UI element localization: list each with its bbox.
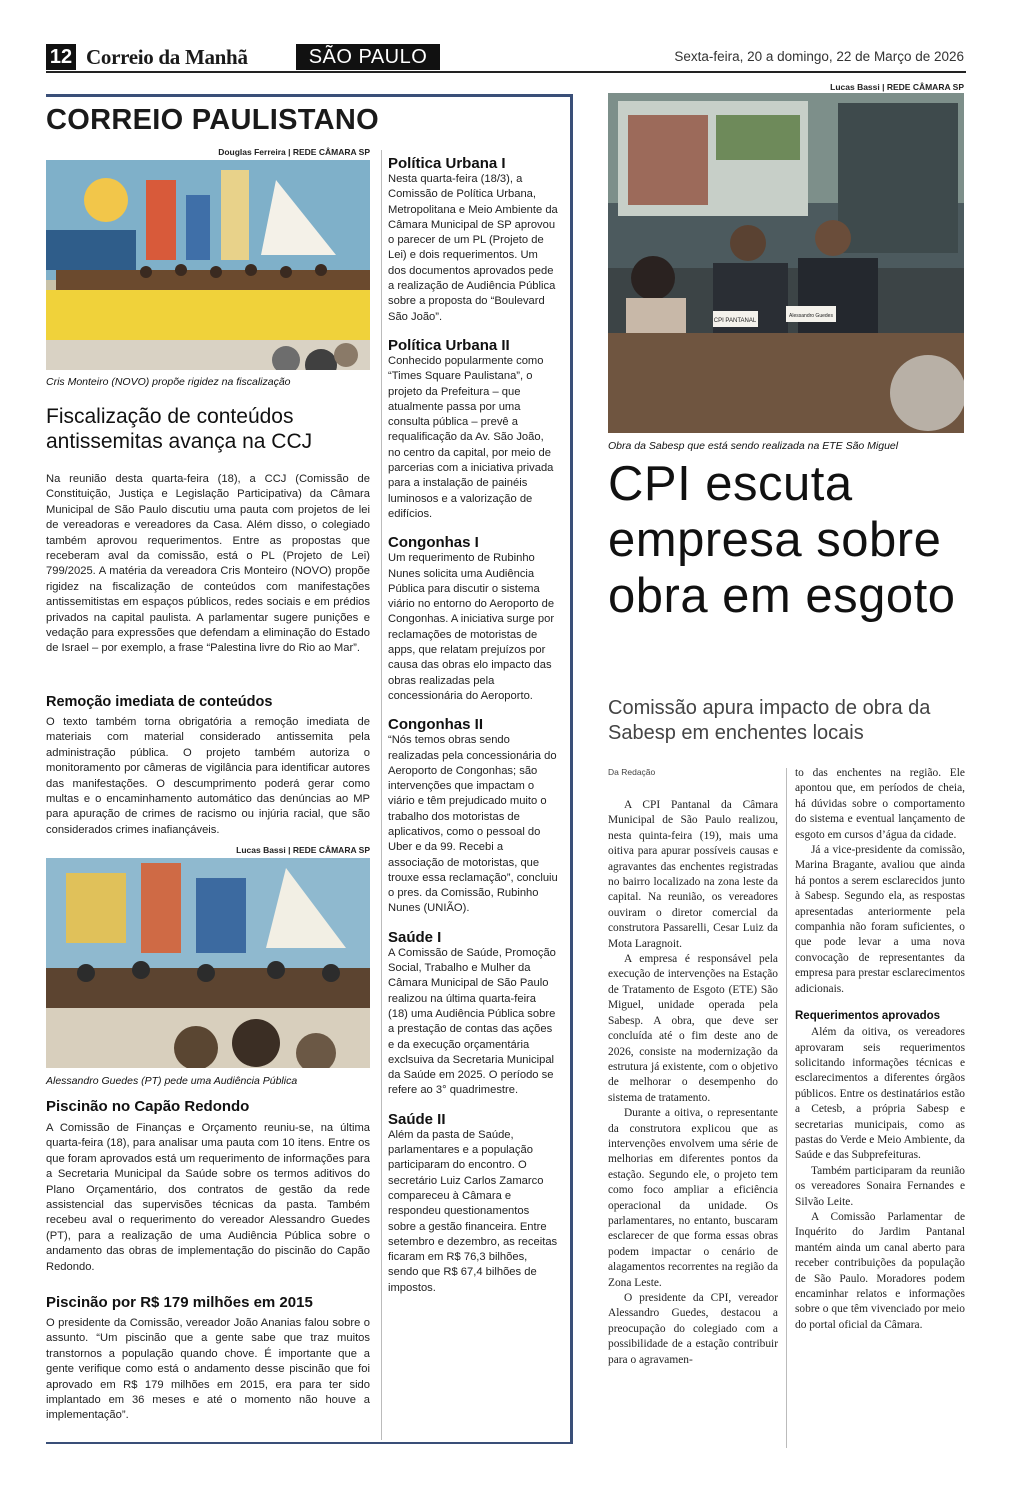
note-item: [388, 929, 558, 1099]
newspaper-name: Correio da Manhã: [86, 45, 248, 69]
paragraph: A CPI Pantanal da Câmara Municipal de São Paulo realizou, nesta quinta-feira (19), mais uma oitiva para apurar possíveis causas e agravantes das enchentes registradas no bairro localizado na zona leste da capital. Na reunião, os vereadores ouviram o diretor comercial da construtora Passarelli, Cesar Luiz da Mota Laragnoit.: [608, 799, 778, 950]
nameplate-right: Alessandro Guedes: [789, 313, 833, 319]
note-text: Além da pasta de Saúde, parlamentares e a população participaram do encontro. O secretário Luiz Carlos Zamarco compareceu à Câmara e respondeu questionamentos sobre a gestão financeira. Entre setembro e dezembro, as receitas ficaram em R$ 76,3 bilhões, sendo que R$ 67,4 bilhões de impostos.: [388, 1128, 558, 1294]
article-column-2: [795, 766, 965, 1333]
committee-photo-illustration: [46, 160, 370, 370]
sidebar-notes: [388, 155, 558, 1296]
nameplate-left: CPI PANTANAL: [713, 318, 757, 324]
header-rule: [46, 71, 966, 73]
page-number: 12: [46, 44, 76, 70]
main-headline: CPI escuta empresa sobre obra em esgoto: [608, 457, 956, 623]
finance-photo-illustration: [46, 858, 370, 1068]
subhead-requirements: Requerimentos aprovados: [795, 1010, 941, 1023]
note-title: Congonhas II: [388, 716, 483, 734]
article-lead: Na reunião desta quarta-feira (18), a CCJ (Comissão de Constituição, Justiça e Legislação Participativa) da Câmara Municipal de São Paulo discutiu uma pauta com projetos de lei de vereadoras e vereadores da Casa. Além disso, o colegiado também aprovou requerimentos. Entre as propostas que receberam aval da comissão, está o PL (Projeto de Lei) 799/2025. A matéria da vereadora Cris Monteiro (NOVO) propõe rigidez na fiscalização de conteúdos com manifestações antissemitistas em espaços públicos, redes sociais e em prédios privados na capital paulista. A parlamentar sugere punições e vedação para expressões que defendam a eliminação do Estado de Israel – por exemplo, a frase “Palestina livre do Rio ao Mar”.: [46, 473, 370, 655]
cpi-photo-illustration: [608, 93, 964, 433]
photo-credit: Douglas Ferreira | REDE CÂMARA SP: [218, 147, 370, 157]
photo-caption: Obra da Sabesp que está sendo realizada na ETE São Miguel: [608, 440, 899, 452]
right-column-divider: [786, 768, 787, 1448]
byline: Da Redação: [608, 767, 656, 777]
frame-bottom-rule: [46, 1442, 573, 1444]
committee-photo: [46, 160, 370, 370]
photo-caption: Alessandro Guedes (PT) pede uma Audiência Pública: [46, 1075, 298, 1087]
frame-right-rule: [570, 94, 573, 1444]
removal-text: O texto também torna obrigatória a remoção imediata de materiais com material considerado antissemita pela administração pública. O projeto também autoriza o monitoramento por câmeras de vigilância para identificar autores das manifestações. O descumprimento poderá gerar como multas e o encaminhamento automático das denúncias ao MP para apuração de crimes de racismo ou injúria racial, que são considerados crimes inafiançáveis.: [46, 716, 370, 836]
note-item: [388, 716, 558, 917]
article-headline: Fiscalização de conteúdos antissemitas avança na CCJ: [46, 405, 313, 453]
note-item: [388, 155, 558, 325]
note-text: Um requerimento de Rubinho Nunes solicita uma Audiência Pública para discutir o sistema viário no entorno do Aeroporto de Congonhas. A iniciativa surge por reclamações de motoristas de apps, que relatam prejuízos por causa das obras elo impacto das obras realizadas pela concessionária do Aeroporto.: [388, 552, 555, 702]
subhead-removal: Remoção imediata de conteúdos: [46, 694, 273, 710]
note-title: Congonhas I: [388, 534, 479, 552]
note-title: Política Urbana I: [388, 155, 506, 172]
issue-date: Sexta-feira, 20 a domingo, 22 de Março de 2026: [674, 49, 964, 64]
note-title: Saúde I: [388, 928, 442, 946]
note-text: “Nós temos obras sendo realizadas pela concessionária do Aeroporto de Congonhas; são intervenções que impactam o viário e têm prejudicado muito o trabalho dos motoristas de aplicativos, como o pessoal do Uber e da 99. Recebi a associação de motoristas, que trouxe essa reclamação”, concluiu o pres. da Comissão, Rubinho Nunes (UNIÃO).: [388, 734, 558, 915]
section-kicker: CORREIO PAULISTANO: [46, 104, 379, 136]
note-item: [388, 534, 558, 704]
cpi-photo: [608, 93, 964, 433]
paragraph: A empresa é responsável pela execução de intervenções na Estação de Tratamento de Esgoto (ETE) São Miguel, unidade operada pela Sabesp. A obra, que deve ser concluída até o fim deste ano de 2026, consiste na modernização da estrutura já existente, com o objetivo de melhorar o desempenho do sistema de tratamento.: [608, 953, 778, 1104]
note-item: [388, 337, 558, 522]
subhead-piscinao: Piscinão por R$ 179 milhões em 2015: [46, 1294, 313, 1311]
paragraph: to das enchentes na região. Ele apontou que, em períodos de cheia, há dúvidas sobre o comportamento do sistema e eventual lançamento de esgoto em cursos d’água da cidade.: [795, 767, 965, 841]
section-label: SÃO PAULO: [296, 44, 440, 70]
paragraph: A Comissão Parlamentar de Inquérito do Jardim Pantanal mantém ainda um canal aberto para receber contribuições da população de São Paulo. Moradores podem encaminhar relatos e informações sobre o que têm vivenciado por meio do portal oficial da Câmara.: [795, 1210, 965, 1331]
note-text: A Comissão de Saúde, Promoção Social, Trabalho e Mulher da Câmara Municipal de São Paulo realizou na última quarta-feira (18) uma Audiência Pública sobre a prestação de contas das ações e da execução orçamentária exclsuiva da Secretaria Municipal da Saúde em 2025. O período se refere ao 3° quadrimestre.: [388, 946, 556, 1097]
paragraph: O presidente da CPI, vereador Alessandro Guedes, destacou a preocupação do colegiado com a possibilidade de a estação contribuir para o agravamen-: [608, 1292, 778, 1366]
note-text: Nesta quarta-feira (18/3), a Comissão de Política Urbana, Metropolitana e Meio Ambiente da Câmara Municipal de SP aprovou o parecer de um PL (Projeto de Lei) e dois requerimentos. Um dos documentos aprovados pede a realização de Audiência Pública sobre a proposta do “Boulevard São João”.: [388, 173, 558, 323]
subhead-capao: Piscinão no Capão Redondo: [46, 1098, 250, 1115]
note-text: Conhecido popularmente como “Times Square Paulistana”, o projeto da Prefeitura – que atualmente passa por uma consulta pública – prevê a requalificação da Av. São João, no centro da capital, por meio de parcerias com a iniciativa privada para a instalação de painéis luminosos e a valorização de edifícios.: [388, 354, 554, 520]
frame-top-rule: [46, 94, 572, 97]
paragraph: Também participaram da reunião os vereadores Sonaira Fernandes e Silvão Leite.: [795, 1164, 965, 1208]
capao-text: A Comissão de Finanças e Orçamento reuniu-se, na última quarta-feira (18), para analisar uma pauta com 10 itens. Entre os que foram aprovados está um requerimento de informações para a Secretaria Municipal da Saúde sobre os termos aditivos do Plano Orçamentário, dos contratos de gestão da rede assistencial das supervisões técnicas da pasta. Também recebeu aval o requerimento do vereador Alessandro Guedes (PT), para a realização de uma Audiência Pública sobre o andamento das obras de implementação do piscinão do Capão Redondo.: [46, 1122, 370, 1273]
column-divider: [381, 150, 382, 1440]
note-item: [388, 1111, 558, 1296]
paragraph: Além da oitiva, os vereadores aprovaram seis requerimentos solicitando informações técnicas e esclarecimentos a diferentes órgãos públicos. Entre os destinatários estão a Cetesb, a própria Sabesp e secretarias municipais, como as pastas do Verde e Meio Ambiente, da Saúde e das Subprefeituras.: [795, 1026, 965, 1162]
article-column-1: [608, 798, 778, 1368]
note-title: Política Urbana II: [388, 336, 510, 354]
paragraph: Já a vice-presidente da comissão, Marina Bragante, avaliou que ainda há pontos a serem esclarecidos junto à Sabesp. Segundo ela, as respostas apresentadas anteriormente pela companhia não foram suficientes, o que pode levar a uma nova convocação de representantes da empresa para prestar esclarecimentos adicionais.: [795, 844, 965, 995]
note-title: Saúde II: [388, 1110, 446, 1128]
main-subheadline: Comissão apura impacto de obra da Sabesp em enchentes locais: [608, 697, 931, 744]
paragraph: Durante a oitiva, o representante da construtora explicou que as intervenções envolvem uma série de melhorias em diferentes pontos da estação. Segundo ele, o projeto tem como foco ampliar a eficiência operacional da unidade. Os parlamentares, no entanto, buscaram esclarecer de que forma essas obras podem impactar o cenário de alagamentos recorrentes na região da Zona Leste.: [608, 1107, 778, 1289]
finance-committee-photo: [46, 858, 370, 1068]
photo-caption: Cris Monteiro (NOVO) propõe rigidez na fiscalização: [46, 376, 291, 388]
piscinao-text: O presidente da Comissão, vereador João Ananias falou sobre o assunto. “Um piscinão que a gente sabe que traz muitos transtornos a população quando chove. É importante que a gente verifique como está o andamento desse piscinão que foi aprovado em R$ 179 milhões em 2015, era para ter sido implantado em 36 meses e até o momento não houve a implementação”.: [46, 1317, 370, 1422]
photo-credit: Lucas Bassi | REDE CÂMARA SP: [830, 82, 964, 92]
photo-credit: Lucas Bassi | REDE CÂMARA SP: [236, 845, 370, 855]
